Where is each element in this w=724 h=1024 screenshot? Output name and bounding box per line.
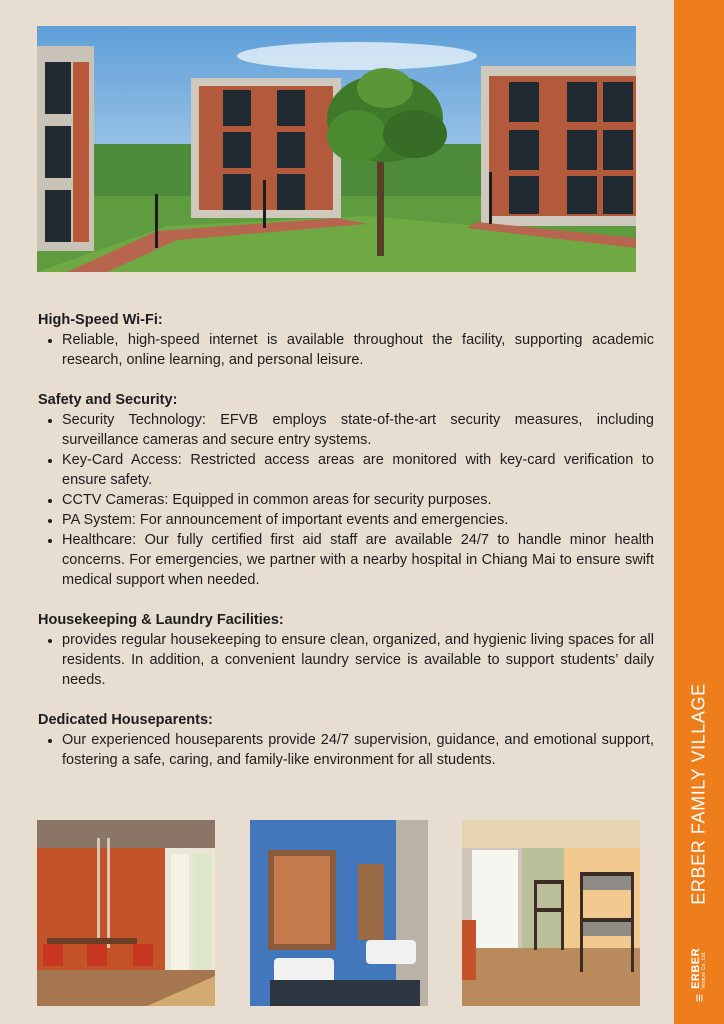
bullet-list [38,630,654,690]
list-item: • CCTV Cameras: Equipped in common areas for security purposes. [62,490,654,510]
section-heading: Safety and Security: [38,392,178,408]
list-item: • Healthcare: Our fully certified first aid staff are available 24/7 to handle minor health concerns. For emergencies, we partner with a nearby hospital in Chiang Mai to ensure swift medical support when needed. [62,530,654,590]
sidebar [674,0,724,1024]
dining-room-photo [37,820,215,1006]
section-heading: Housekeeping & Laundry Facilities: [38,612,284,628]
list-item: • Key-Card Access: Restricted access areas are monitored with key-card verification to ensure safety. [62,450,654,490]
list-item: • Security Technology: EFVB employs state-of-the-art security measures, including surveillance cameras and secure entry systems. [62,410,654,450]
bullet-list [38,410,654,590]
logo-subtext: Venture Co., Ltd. [701,951,707,989]
campus-photo [37,26,636,272]
list-item: • Our experienced houseparents provide 24/7 supervision, guidance, and emotional support, fostering a safe, caring, and family-like environment for all students. [62,730,654,770]
list-item: • PA System: For announcement of important events and emergencies. [62,510,654,530]
section-heading: Dedicated Houseparents: [38,712,213,728]
logo-mark-icon: ≡ [691,993,707,1003]
section-safety [38,390,654,590]
company-logo [691,948,707,1002]
section-houseparents [38,710,654,770]
section-heading: High-Speed Wi-Fi: [38,312,163,328]
amenities-content [38,310,654,790]
bullet-list [38,330,654,370]
list-item: • Reliable, high-speed internet is available throughout the facility, supporting academic research, online learning, and personal leisure. [62,330,654,370]
section-wifi [38,310,654,370]
bathroom-photo [250,820,428,1006]
sidebar-title: ERBER FAMILY VILLAGE [688,683,709,905]
logo-word: ERBER [690,947,702,989]
list-item: • provides regular housekeeping to ensure clean, organized, and hygienic living spaces for all residents. In addition, a convenient laundry service is available to support students’ daily needs. [62,630,654,690]
section-housekeeping [38,610,654,690]
bullet-list [38,730,654,770]
bedroom-photo [462,820,640,1006]
